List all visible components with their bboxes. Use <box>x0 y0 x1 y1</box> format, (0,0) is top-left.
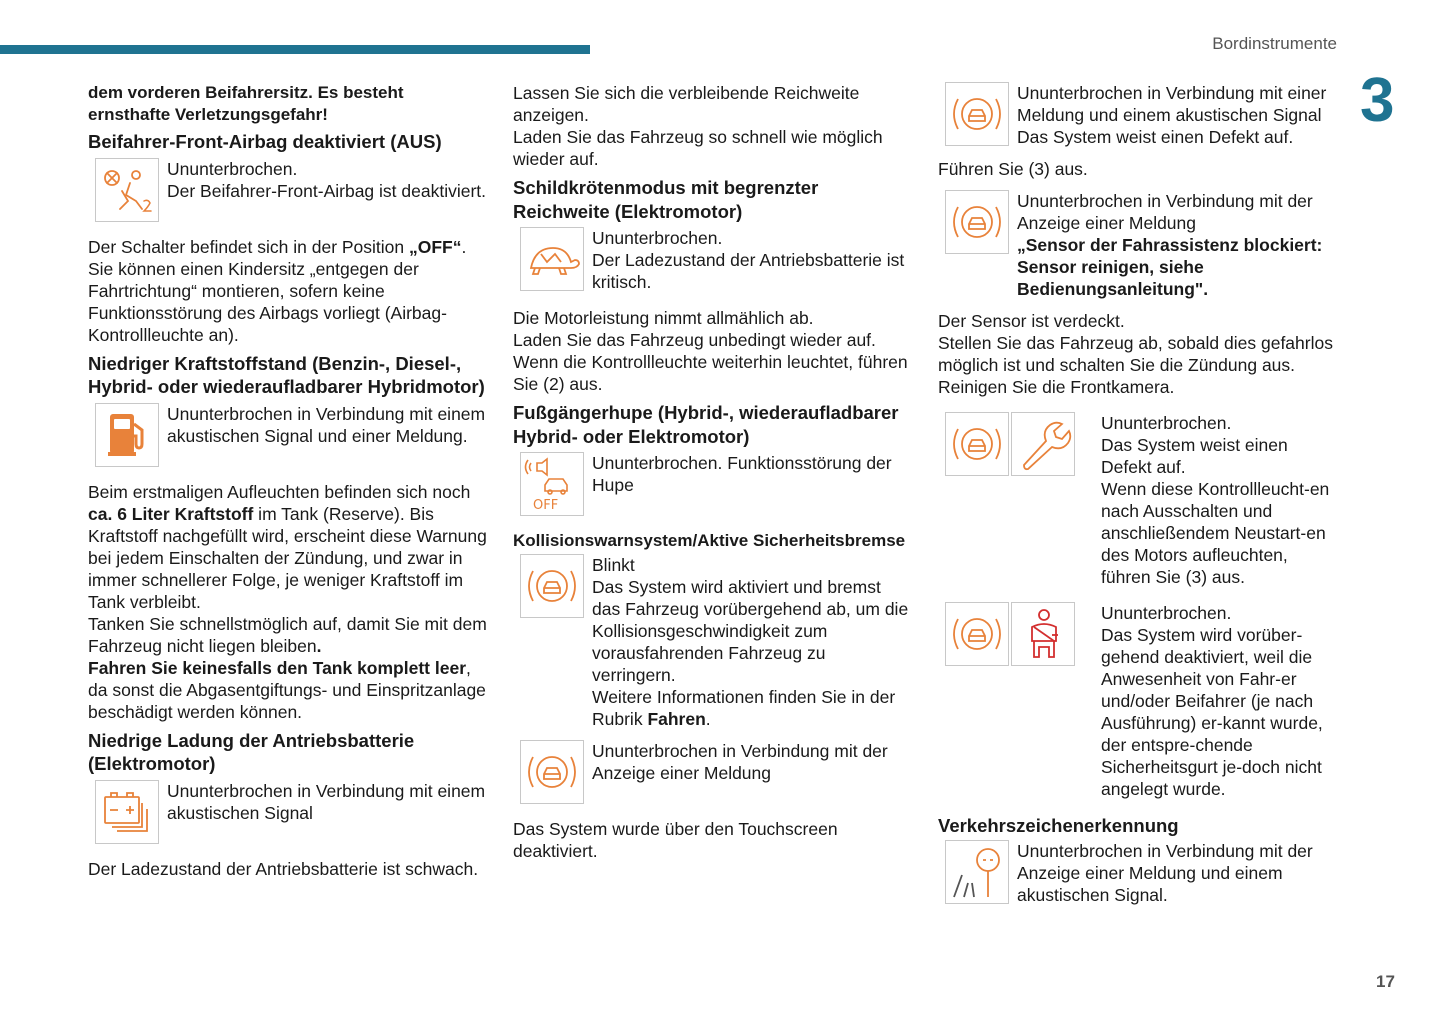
seatbelt-deactivated-block <box>945 602 1338 800</box>
heading-pedestrian-horn: Fußgängerhupe (Hybrid-, wiederaufladbarer Hybrid- oder Elektromotor) <box>513 402 899 447</box>
seatbelt-icon <box>1011 602 1075 666</box>
horn-warning-block <box>520 452 913 516</box>
collision-warning-icon <box>945 602 1009 666</box>
sensor-body-3: Reinigen Sie die Frontkamera. <box>938 377 1175 397</box>
heading-fuel: Niedriger Kraftstoffstand (Benzin-, Diesel-, Hybrid- oder wiederaufladbarer Hybridmotor) <box>88 352 485 397</box>
system-defect-text-1: Ununterbrochen. <box>1101 413 1232 433</box>
system-defect-text-3: Wenn diese Kontrollleucht-en nach Ausschalten und anschließendem Neustart-en des Motors aufleuchten, führen Sie (3) aus. <box>1101 479 1330 587</box>
fuel-icon-text: Ununterbrochen in Verbindung mit einem akustischen Signal und einer Meldung. <box>167 403 486 446</box>
range-intro-2: Laden Sie das Fahrzeug so schnell wie möglich wieder auf. <box>513 127 883 169</box>
range-intro-1: Lassen Sie sich die verbleibende Reichweite anzeigen. <box>513 83 860 125</box>
traffic-sign-icon <box>945 840 1009 904</box>
sensor-body-2: Stellen Sie das Fahrzeug ab, sobald dies gefahrlos möglich ist und schalten Sie die Zündung aus. <box>938 333 1333 375</box>
chapter-number: 3 <box>1360 66 1395 135</box>
turtle-body-1: Die Motorleistung nimmt allmählich ab. <box>513 308 814 328</box>
sensor-blocked-text: Ununterbrochen in Verbindung mit der Anzeige einer Meldung <box>1017 191 1313 233</box>
collision-warning-icon <box>520 554 584 618</box>
heading-turtle-mode: Schildkrötenmodus mit begrenzter Reichweite (Elektromotor) <box>513 177 819 222</box>
header-accent-bar <box>0 45 590 54</box>
collision-body: Das System wurde über den Touchscreen deaktiviert. <box>513 819 838 861</box>
collision-blink-2: Das System wird aktiviert und bremst das Fahrzeug vorübergehend ab, um die Kollisionsgeschwindigkeit zum vorausfahrenden Fahrzeug zu verringern. <box>592 577 909 685</box>
turtle-icon-text-2: Der Ladezustand der Antriebsbatterie ist kritisch. <box>592 250 905 292</box>
airbag-body: Der Schalter befindet sich in der Position „OFF“. Sie können einen Kindersitz „entgegen der Fahrtrichtung“ montieren, sofern keine Funktionsstörung des Airbags vorliegt (Airbag-Kontrollleuchte an). <box>88 236 467 345</box>
horn-off-icon <box>520 452 584 516</box>
airbag-icon-text-1: Ununterbrochen. <box>167 158 298 179</box>
section-title: Bordinstrumente <box>1212 34 1337 53</box>
heading-battery: Niedrige Ladung der Antriebsbatterie (Elektromotor) <box>88 729 415 774</box>
battery-icon-text: Ununterbrochen in Verbindung mit einem akustischen Signal <box>167 780 486 823</box>
sensor-blocked-block <box>945 190 1338 300</box>
turtle-body-2: Laden Sie das Fahrzeug unbedingt wieder auf. <box>513 330 876 350</box>
battery-body: Der Ladezustand der Antriebsbatterie ist schwach. <box>88 858 479 879</box>
fuel-body-3: Fahren Sie keinesfalls den Tank komplett leer, da sonst die Abgasentgiftungs- und Einspritzanlage beschädigt werden können. <box>88 657 486 722</box>
adas-defect-text-2: Das System weist einen Defekt auf. <box>1017 127 1294 147</box>
turtle-body-3: Wenn die Kontrollleuchte weiterhin leuchtet, führen Sie (2) aus. <box>513 352 908 394</box>
traffic-sign-block <box>945 840 1338 906</box>
column-3 <box>938 82 1338 920</box>
collision-warning-icon <box>945 190 1009 254</box>
column-1 <box>88 82 488 880</box>
collision-blink-3: Weitere Informationen finden Sie in der Rubrik Fahren. <box>592 687 896 729</box>
collision-warning-icon <box>945 412 1009 476</box>
adas-defect-text-1: Ununterbrochen in Verbindung mit einer Meldung und einem akustischen Signal <box>1017 83 1327 125</box>
sensor-blocked-message: „Sensor der Fahrassistenz blockiert: Sensor reinigen, siehe Bedienungsanleitung". <box>1017 235 1323 299</box>
heading-airbag: Beifahrer-Front-Airbag deaktiviert (AUS) <box>88 131 442 152</box>
fuel-pump-icon <box>95 403 159 467</box>
battery-icon <box>95 780 159 844</box>
horn-icon-text: Ununterbrochen. Funktionsstörung der Hupe <box>592 453 892 495</box>
airbag-warning-block <box>95 158 488 222</box>
heading-collision-warning: Kollisionswarnsystem/Aktive Sicherheitsbremse <box>513 531 906 550</box>
fuel-body-1: Beim erstmaligen Aufleuchten befinden sich noch ca. 6 Liter Kraftstoff im Tank (Reserve). Bis Kraftstoff nachgefüllt wird, erscheint diese Warnung bei jedem Einschalten der Zündung, und zwar in immer schnellerer Folge, je weniger Kraftstoff im Tank verbleibt. <box>88 481 487 612</box>
airbag-icon-text-2: Der Beifahrer-Front-Airbag ist deaktiviert. <box>167 180 486 201</box>
seatbelt-text-1: Ununterbrochen. <box>1101 603 1232 623</box>
adas-defect-block <box>945 82 1338 148</box>
intro-warning: dem vorderen Beifahrersitz. Es besteht ernsthafte Verletzungsgefahr! <box>88 83 404 124</box>
turtle-warning-block <box>520 227 913 293</box>
page-number: 17 <box>1376 972 1395 991</box>
battery-warning-block <box>95 780 488 844</box>
fuel-body-2: Tanken Sie schnellstmöglich auf, damit Sie mit dem Fahrzeug nicht liegen bleiben. <box>88 613 487 656</box>
collision-continuous-block <box>520 740 913 804</box>
heading-traffic-sign-recognition: Verkehrszeichenerkennung <box>938 815 1179 836</box>
seatbelt-text-2: Das System wird vorüber-gehend deaktiviert, weil die Anwesenheit von Fahr-er und/oder Beifahrer (je nach Ausführung) er-kannt wurde, der entspre-chende Sicherheitsgurt je-doch nicht angelegt wurde. <box>1101 625 1323 799</box>
sensor-body-1: Der Sensor ist verdeckt. <box>938 311 1125 331</box>
adas-defect-body: Führen Sie (3) aus. <box>938 159 1088 179</box>
system-defect-text-2: Das System weist einen Defekt auf. <box>1101 435 1288 477</box>
wrench-icon <box>1011 412 1075 476</box>
system-defect-block <box>945 412 1338 588</box>
turtle-icon <box>520 227 584 291</box>
collision-blink-block <box>520 554 913 730</box>
collision-warning-icon <box>520 740 584 804</box>
airbag-off-icon <box>95 158 159 222</box>
collision-continuous-text: Ununterbrochen in Verbindung mit der Anzeige einer Meldung <box>592 741 888 783</box>
collision-warning-icon <box>945 82 1009 146</box>
collision-blink-1: Blinkt <box>592 555 635 575</box>
svg-text:OFF: OFF <box>533 498 559 513</box>
fuel-warning-block <box>95 403 488 467</box>
column-2 <box>513 82 913 862</box>
turtle-icon-text-1: Ununterbrochen. <box>592 228 723 248</box>
traffic-sign-text: Ununterbrochen in Verbindung mit der Anzeige einer Meldung und einem akustischen Signal. <box>1017 840 1313 905</box>
